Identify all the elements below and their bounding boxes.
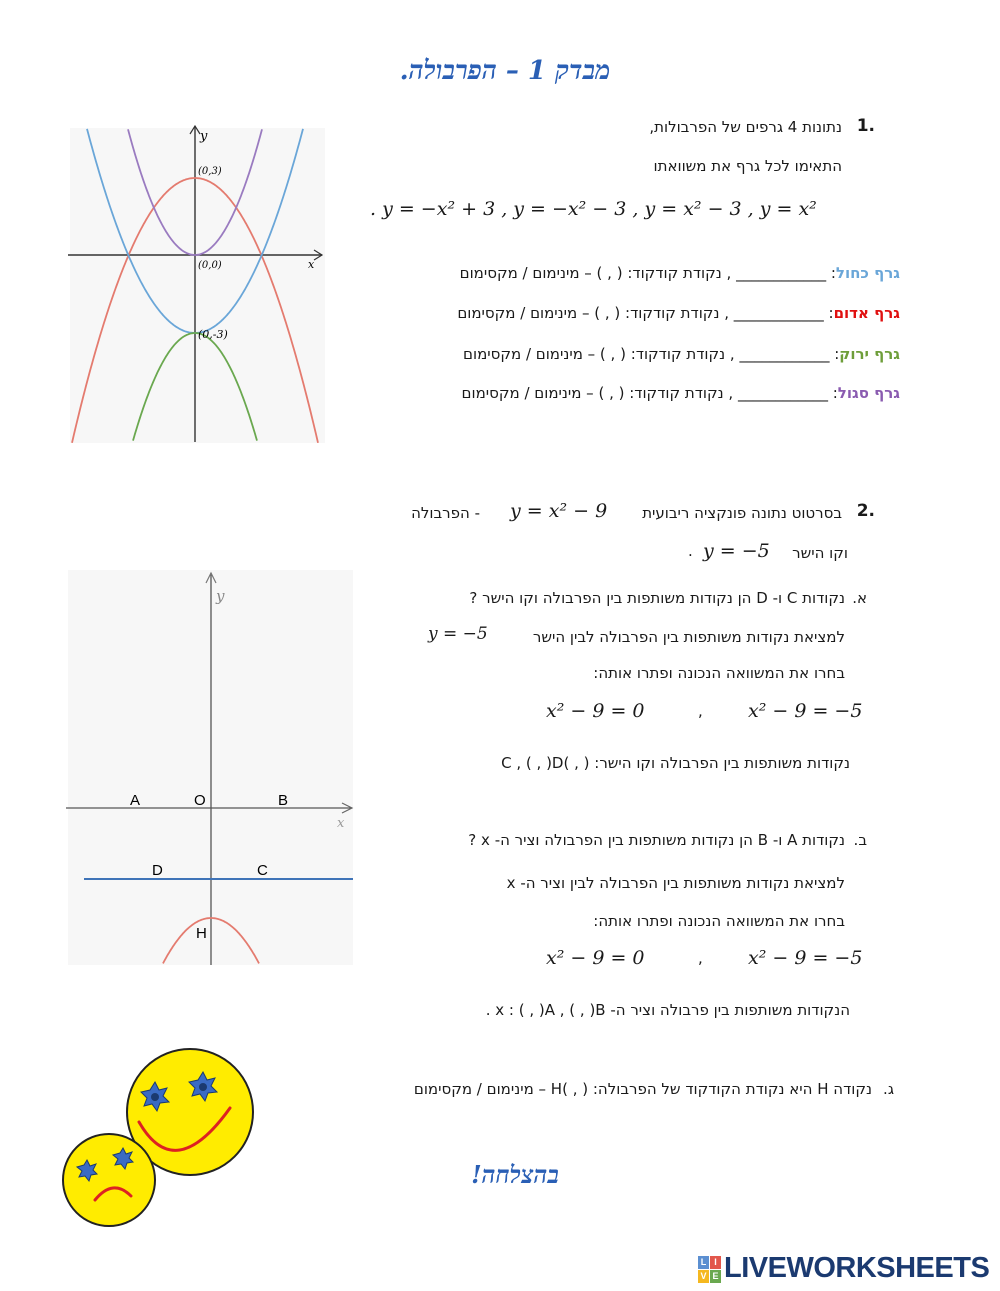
q1-point-0-0: (0,0) — [198, 260, 222, 271]
q2a-choose: בחרו את המשוואה הנכונה ופתרו אותה: — [593, 664, 845, 682]
q2a-answer: נקודות משותפות בין הפרבולה וקו הישר: ( , )C , ( , )D — [501, 754, 850, 772]
q1-row-fill[interactable]: : ____________ , נקודת קודקוד: ( , ) – מינימום / מקסימום — [459, 264, 836, 282]
q1-line2: התאימו לכל גרף את משוואתו — [653, 157, 842, 175]
q1-row-label: גרף כחול — [835, 264, 900, 282]
sad-smiley-icon — [63, 1134, 155, 1226]
q1-row — [460, 264, 900, 282]
q2-line-text: וקו הישר — [792, 544, 848, 562]
q2b-answer: הנקודות משותפות בין פרבולה וציר ה- x : ( , )A , ( , )B . — [485, 1001, 850, 1019]
q1-row-label: גרף אדום — [833, 304, 900, 322]
q1-point-0-3: (0,3) — [198, 166, 222, 177]
q2-axis-x-label: x — [337, 816, 345, 831]
q1-axis-x-label: x — [308, 258, 315, 271]
q2-number: 2. — [856, 501, 875, 521]
q1-row-fill[interactable]: : ____________ , נקודת קודקוד: ( , ) – מינימום / מקסימום — [461, 384, 838, 402]
q1-axis-y-label: y — [200, 129, 208, 144]
q1-row-label: גרף ירוק — [839, 345, 900, 363]
q2-label-H: H — [196, 925, 207, 942]
q2-intro-eq: y = x² − 9 — [510, 500, 608, 522]
liveworksheets-brand: LIVEWORKSHEETS — [724, 1252, 990, 1284]
q1-number: 1. — [856, 116, 875, 136]
q1-row — [462, 384, 900, 402]
page-title: מבדק 1 – הפרבולה. — [399, 56, 611, 86]
smileys-illustration — [55, 1040, 265, 1230]
q1-row-label: גרף סגול — [837, 384, 900, 402]
q2c-marker: ג. — [883, 1080, 894, 1098]
q2a-eq-right[interactable]: x² − 9 = −5 — [748, 700, 863, 722]
q1-row — [457, 304, 900, 322]
q2-label-O: O — [194, 792, 206, 809]
q2b-hint: למציאת נקודות משותפות בין הפרבולה לבין וציר ה- x — [506, 874, 845, 892]
q1-graph — [60, 120, 330, 450]
logo-tile-v: V — [698, 1270, 709, 1283]
q2-axis-y-label: y — [216, 587, 225, 605]
q2a-eq-left[interactable]: x² − 9 = 0 — [546, 700, 645, 722]
q1-point-0-neg3: (0,-3) — [198, 328, 228, 341]
q2a-marker: א. — [852, 589, 867, 607]
good-luck-text: בהצלחה! — [471, 1160, 559, 1189]
q1-line1: נתונות 4 גרפים של הפרבולות, — [649, 118, 842, 136]
q2-line-dot: . — [688, 542, 693, 560]
q1-row — [463, 345, 900, 363]
q2a-hint-eq: y = −5 — [428, 624, 488, 644]
q1-row-fill[interactable]: : ____________ , נקודת קודקוד: ( , ) – מינימום / מקסימום — [457, 304, 834, 322]
q2-graph — [60, 565, 360, 970]
q2b-marker: ב. — [853, 831, 867, 849]
q2-label-D: D — [152, 862, 163, 879]
q2a-eq-comma: , — [698, 702, 703, 720]
q2a-hint-text: למציאת נקודות משותפות בין הפרבולה לבין הישר — [532, 628, 845, 646]
q2b-eq-right[interactable]: x² − 9 = −5 — [748, 947, 863, 969]
q2b-eq-left[interactable]: x² − 9 = 0 — [546, 947, 645, 969]
logo-tile-i: I — [710, 1256, 721, 1269]
q1-equations: . y = −x² + 3 , y = −x² − 3 , y = x² − 3 , y = x² — [370, 198, 817, 220]
q2-intro-tail: - הפרבולה — [411, 504, 480, 522]
q2a-question: נקודות C ו- D הן נקודות משותפות בין הפרבולה וקו הישר ? — [469, 589, 845, 607]
logo-tile-l: L — [698, 1256, 709, 1269]
q2-line-eq: y = −5 — [703, 540, 770, 562]
q2c-text: נקודה H היא נקודת הקודקוד של הפרבולה: ( , )H – מינימום / מקסימום — [413, 1080, 872, 1098]
q2-intro-text: בסרטוט נתונה פונקציה ריבועית — [642, 504, 842, 522]
q2b-eq-comma: , — [698, 949, 703, 967]
q2b-choose: בחרו את המשוואה הנכונה ופתרו אותה: — [593, 912, 845, 930]
q1-row-fill[interactable]: : ____________ , נקודת קודקוד: ( , ) – מינימום / מקסימום — [463, 345, 840, 363]
logo-tile-e: E — [710, 1270, 721, 1283]
q2b-question: נקודות A ו- B הן נקודות משותפות בין הפרבולה וציר ה- x ? — [468, 831, 845, 849]
q2-label-B: B — [278, 792, 289, 809]
q2-label-A: A — [130, 792, 141, 809]
liveworksheets-logo-icon — [698, 1256, 722, 1283]
q2-label-C: C — [257, 862, 268, 879]
